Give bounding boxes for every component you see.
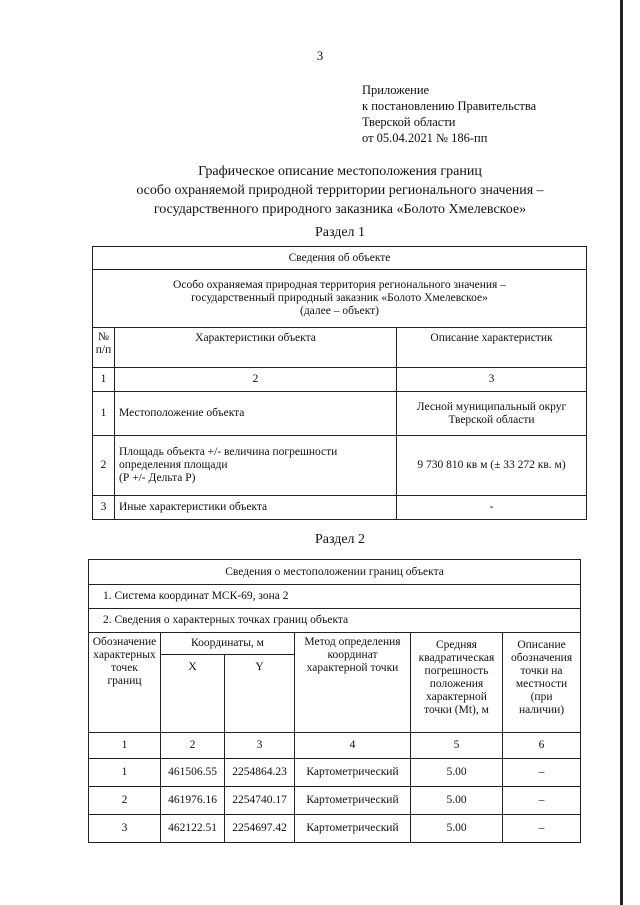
index-cell: 2 (115, 368, 397, 392)
points-section-title: 2. Сведения о характерных точках границ объекта (89, 609, 581, 633)
coord-y: 2254864.23 (225, 759, 295, 787)
index-row (93, 368, 587, 392)
table-row (93, 496, 587, 520)
table-row (89, 787, 581, 815)
appendix-line: Приложение (362, 83, 430, 97)
document-title (40, 162, 640, 219)
row-name-line: Площадь объекта +/- величина погрешности (119, 446, 338, 458)
row-desc-line: Лесной муниципальный округ (416, 400, 567, 413)
row-name-line: определения площади (119, 459, 228, 471)
point-id: 2 (89, 787, 161, 815)
boundary-points-table (88, 559, 581, 843)
index-cell: 3 (225, 733, 295, 759)
index-cell: 4 (295, 733, 411, 759)
method: Картометрический (295, 787, 411, 815)
table-title: Сведения об объекте (93, 247, 587, 270)
table-row (89, 759, 581, 787)
row-num: 1 (93, 392, 115, 436)
method: Картометрический (295, 759, 411, 787)
header-method (295, 633, 411, 733)
section-1-heading: Раздел 1 (314, 225, 366, 240)
header-line: Средняя (436, 639, 477, 651)
header-coordinates: Координаты, м (161, 633, 295, 655)
header-x: X (161, 655, 225, 733)
row-desc (397, 392, 587, 436)
row-num: 3 (93, 496, 115, 520)
index-cell: 2 (161, 733, 225, 759)
appendix-line: к постановлению Правительства (362, 99, 537, 113)
header-line: погрешность (424, 665, 489, 677)
error-value: 5.00 (411, 759, 503, 787)
row-name: Местоположение объекта (115, 392, 397, 436)
header-line: положения (429, 678, 484, 690)
point-id: 3 (89, 815, 161, 843)
coord-y: 2254740.17 (225, 787, 295, 815)
coordinate-system: 1. Система координат МСК-69, зона 2 (89, 585, 581, 609)
header-line: квадратическая (418, 652, 495, 664)
object-name-line: государственный природный заказник «Болото Хмелевское» (191, 292, 488, 304)
row-desc-line: Тверской области (448, 413, 535, 426)
header-line: точек (111, 662, 138, 674)
title-line: государственного природного заказника «Болото Хмелевское» (153, 202, 527, 217)
index-cell: 5 (411, 733, 503, 759)
error-value: 5.00 (411, 815, 503, 843)
header-num-line: п/п (95, 344, 112, 356)
header-line: координат (327, 649, 378, 661)
title-line: особо охраняемой природной территории регионального значения – (136, 183, 544, 198)
appendix-block (362, 82, 536, 146)
header-line: Метод определения (304, 636, 401, 648)
object-name-line: Особо охраняемая природная территория регионального значения – (173, 279, 506, 291)
coord-x: 462122.51 (161, 815, 225, 843)
row-num: 2 (93, 436, 115, 496)
appendix-line: от 05.04.2021 № 186-пп (362, 131, 488, 145)
header-line: характерной точки (306, 662, 399, 674)
header-line: местности (515, 678, 568, 690)
header-error (411, 633, 503, 733)
row-name: Иные характеристики объекта (115, 496, 397, 520)
point-description: – (503, 759, 581, 787)
object-info-table (92, 246, 587, 520)
row-name (115, 436, 397, 496)
point-description: – (503, 787, 581, 815)
section-2-heading: Раздел 2 (314, 532, 366, 547)
coord-y: 2254697.42 (225, 815, 295, 843)
point-description: – (503, 815, 581, 843)
header-line: (при (530, 691, 553, 703)
point-id: 1 (89, 759, 161, 787)
header-point-description (503, 633, 581, 733)
index-cell: 1 (89, 733, 161, 759)
header-num (93, 328, 115, 368)
header-line: точки (Mt), м (424, 704, 489, 716)
header-y: Y (225, 655, 295, 733)
coord-x: 461976.16 (161, 787, 225, 815)
title-line: Графическое описание местоположения границ (198, 164, 482, 179)
header-characteristics: Характеристики объекта (115, 328, 397, 368)
table-row (93, 436, 587, 496)
header-line: характерных (93, 649, 156, 661)
header-line: характерной (426, 691, 487, 703)
method: Картометрический (295, 815, 411, 843)
header-num-line: № (98, 331, 109, 343)
object-name-cell (93, 270, 587, 328)
header-designation (89, 633, 161, 733)
table-row (93, 392, 587, 436)
header-line: точки на (520, 665, 563, 677)
page-number: 3 (316, 48, 324, 63)
error-value: 5.00 (411, 787, 503, 815)
header-description: Описание характеристик (397, 328, 587, 368)
row-desc: - (397, 496, 587, 520)
page-edge-divider (620, 0, 623, 905)
appendix-line: Тверской области (362, 115, 456, 129)
header-line: наличии) (518, 704, 565, 716)
header-line: границ (107, 675, 142, 687)
header-line: Обозначение (92, 636, 157, 648)
table-title: Сведения о местоположении границ объекта (89, 560, 581, 585)
index-cell: 6 (503, 733, 581, 759)
coord-x: 461506.55 (161, 759, 225, 787)
index-cell: 3 (397, 368, 587, 392)
index-row (89, 733, 581, 759)
header-line: обозначения (510, 652, 573, 664)
row-desc: 9 730 810 кв м (± 33 272 кв. м) (397, 436, 587, 496)
index-cell: 1 (93, 368, 115, 392)
row-name-line: (Р +/- Дельта Р) (119, 472, 196, 484)
object-name-line: (далее – объект) (300, 305, 379, 317)
table-row (89, 815, 581, 843)
header-line: Описание (517, 639, 566, 651)
